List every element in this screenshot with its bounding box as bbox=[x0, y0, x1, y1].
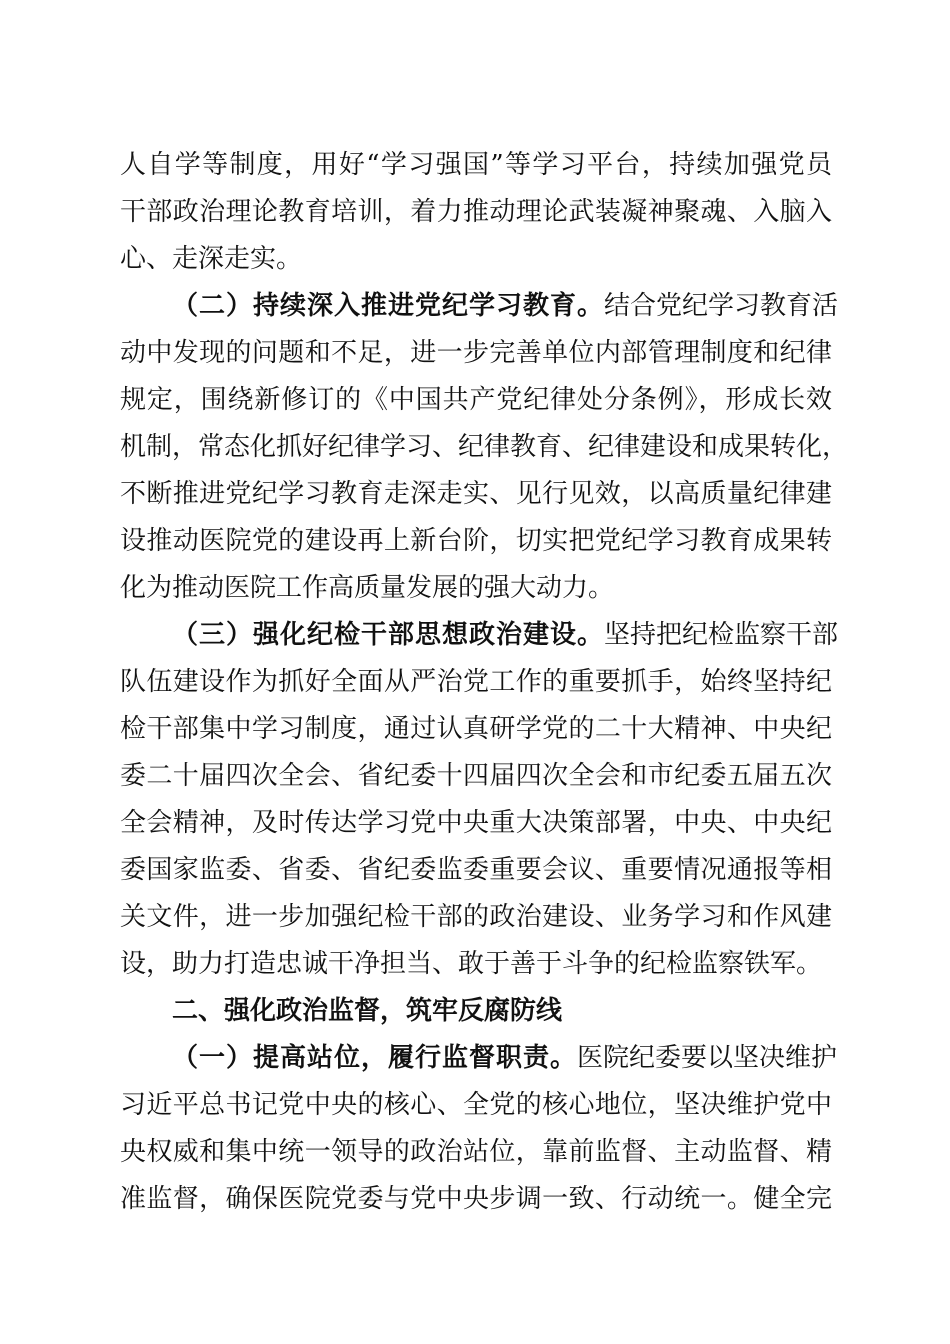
text-line: 习近平总书记党中央的核心、全党的核心地位，坚决维护党中 bbox=[120, 1090, 832, 1120]
text-line: 委国家监委、省委、省纪委监委重要会议、重要情况通报等相 bbox=[120, 855, 832, 885]
text-line: 化为推动医院工作高质量发展的强大动力。 bbox=[120, 573, 615, 603]
text-line: 设推动医院党的建设再上新台阶，切实把党纪学习教育成果转 bbox=[120, 526, 832, 556]
text-line: 检干部集中学习制度，通过认真研学党的二十大精神、中央纪 bbox=[120, 714, 832, 744]
subsection-heading: （一）提高站位，履行监督职责。 bbox=[172, 1043, 578, 1073]
text-line: 动中发现的问题和不足，进一步完善单位内部管理制度和纪律 bbox=[120, 338, 832, 368]
text-line: 准监督，确保医院党委与党中央步调一致、行动统一。健全完 bbox=[120, 1184, 832, 1214]
text-run: 坚持把纪检监察干部 bbox=[604, 620, 839, 650]
text-line: 规定，围绕新修订的《中国共产党纪律处分条例》，形成长效 bbox=[120, 385, 832, 415]
text-line: 央权威和集中统一领导的政治站位，靠前监督、主动监督、精 bbox=[120, 1137, 832, 1167]
text-line: 队伍建设作为抓好全面从严治党工作的重要抓手，始终坚持纪 bbox=[120, 667, 832, 697]
text-line: 人自学等制度，用好“学习强国”等学习平台，持续加强党员 bbox=[120, 150, 832, 180]
text-line: 心、走深走实。 bbox=[120, 244, 303, 274]
paragraph-line bbox=[172, 620, 839, 650]
text-run: 医院纪委要以坚决维护 bbox=[577, 1043, 838, 1073]
text-line: 设，助力打造忠诚干净担当、敢于善于斗争的纪检监察铁军。 bbox=[120, 949, 823, 979]
text-line: 关文件，进一步加强纪检干部的政治建设、业务学习和作风建 bbox=[120, 902, 832, 932]
subsection-heading: （二）持续深入推进党纪学习教育。 bbox=[172, 291, 605, 321]
text-line: 不断推进党纪学习教育走深走实、见行见效，以高质量纪律建 bbox=[120, 479, 832, 509]
text-line: 委二十届四次全会、省纪委十四届四次全会和市纪委五届五次 bbox=[120, 761, 832, 791]
section-heading: 二、强化政治监督，筑牢反腐防线 bbox=[172, 996, 563, 1026]
subsection-heading: （三）强化纪检干部思想政治建设。 bbox=[172, 620, 605, 650]
text-run: 结合党纪学习教育活 bbox=[604, 291, 839, 321]
text-line: 机制，常态化抓好纪律学习、纪律教育、纪律建设和成果转化， bbox=[120, 432, 849, 462]
text-line: 全会精神，及时传达学习党中央重大决策部署，中央、中央纪 bbox=[120, 808, 832, 838]
text-line: 干部政治理论教育培训，着力推动理论武装凝神聚魂、入脑入 bbox=[120, 197, 832, 227]
paragraph-line bbox=[172, 1043, 838, 1073]
paragraph-line bbox=[172, 291, 839, 321]
